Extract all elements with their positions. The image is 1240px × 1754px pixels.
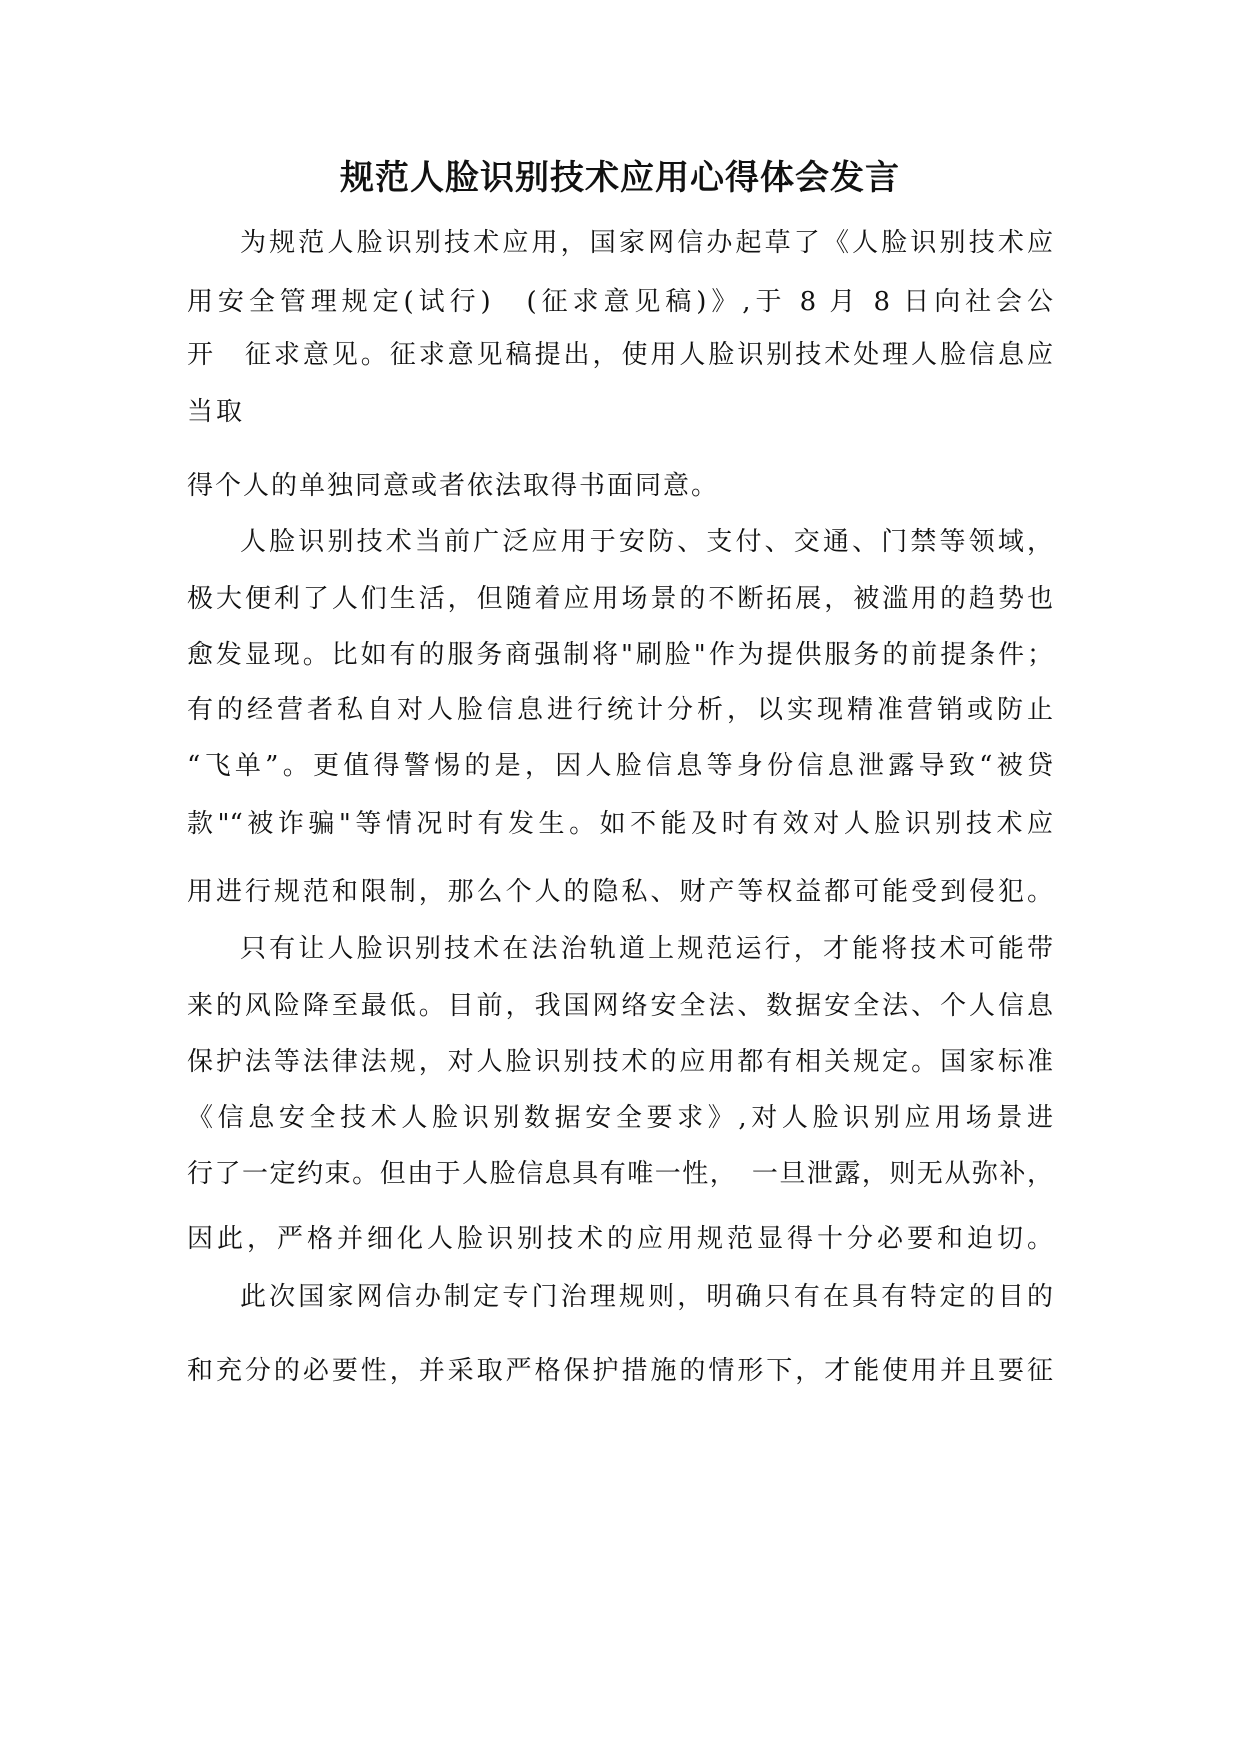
paragraph-line: 只有让人脸识别技术在法治轨道上规范运行，才能将技术可能带 [240, 934, 1053, 964]
paragraph-line: 得个人的单独同意或者依法取得书面同意。 [187, 471, 720, 501]
paragraph-line: 开 征求意见。征求意见稿提出，使用人脸识别技术处理人脸信息应 [187, 340, 1053, 370]
paragraph-line: 因此，严格并细化人脸识别技术的应用规范显得十分必要和迫切。 [187, 1224, 1053, 1254]
paragraph-line: 此次国家网信办制定专门治理规则，明确只有在具有特定的目的 [240, 1282, 1053, 1312]
paragraph-line: 当取 [187, 397, 246, 427]
paragraph-line: 为规范人脸识别技术应用，国家网信办起草了《人脸识别技术应 [240, 228, 1053, 258]
paragraph-line: 款"“被诈骗"等情况时有发生。如不能及时有效对人脸识别技术应 [187, 809, 1053, 839]
paragraph-line: 来的风险降至最低。目前，我国网络安全法、数据安全法、个人信息 [187, 991, 1053, 1021]
paragraph-line: 用安全管理规定(试行) (征求意见稿)》,于 8 月 8 日向社会公 [187, 287, 1053, 317]
paragraph-line: 保护法等法律法规，对人脸识别技术的应用都有相关规定。国家标准 [187, 1047, 1053, 1077]
paragraph-line: 极大便利了人们生活，但随着应用场景的不断拓展，被滥用的趋势也 [187, 584, 1053, 614]
paragraph-line: 和充分的必要性，并采取严格保护措施的情形下，才能使用并且要征 [187, 1356, 1053, 1386]
paragraph-line: 行了一定约束。但由于人脸信息具有唯一性， 一旦泄露，则无从弥补， [187, 1159, 1053, 1189]
paragraph-line: 有的经营者私自对人脸信息进行统计分析，以实现精准营销或防止 [187, 695, 1053, 725]
paragraph-line: 用进行规范和限制，那么个人的隐私、财产等权益都可能受到侵犯。 [187, 877, 1053, 907]
document-title: 规范人脸识别技术应用心得体会发言 [340, 158, 900, 198]
paragraph-line: 《信息安全技术人脸识别数据安全要求》,对人脸识别应用场景进 [187, 1103, 1053, 1133]
paragraph-line: 人脸识别技术当前广泛应用于安防、支付、交通、门禁等领域， [240, 527, 1053, 557]
paragraph-line: 愈发显现。比如有的服务商强制将"刷脸"作为提供服务的前提条件； [187, 640, 1053, 670]
paragraph-line: “飞单”。更值得警惕的是，因人脸信息等身份信息泄露导致“被贷 [187, 751, 1053, 781]
